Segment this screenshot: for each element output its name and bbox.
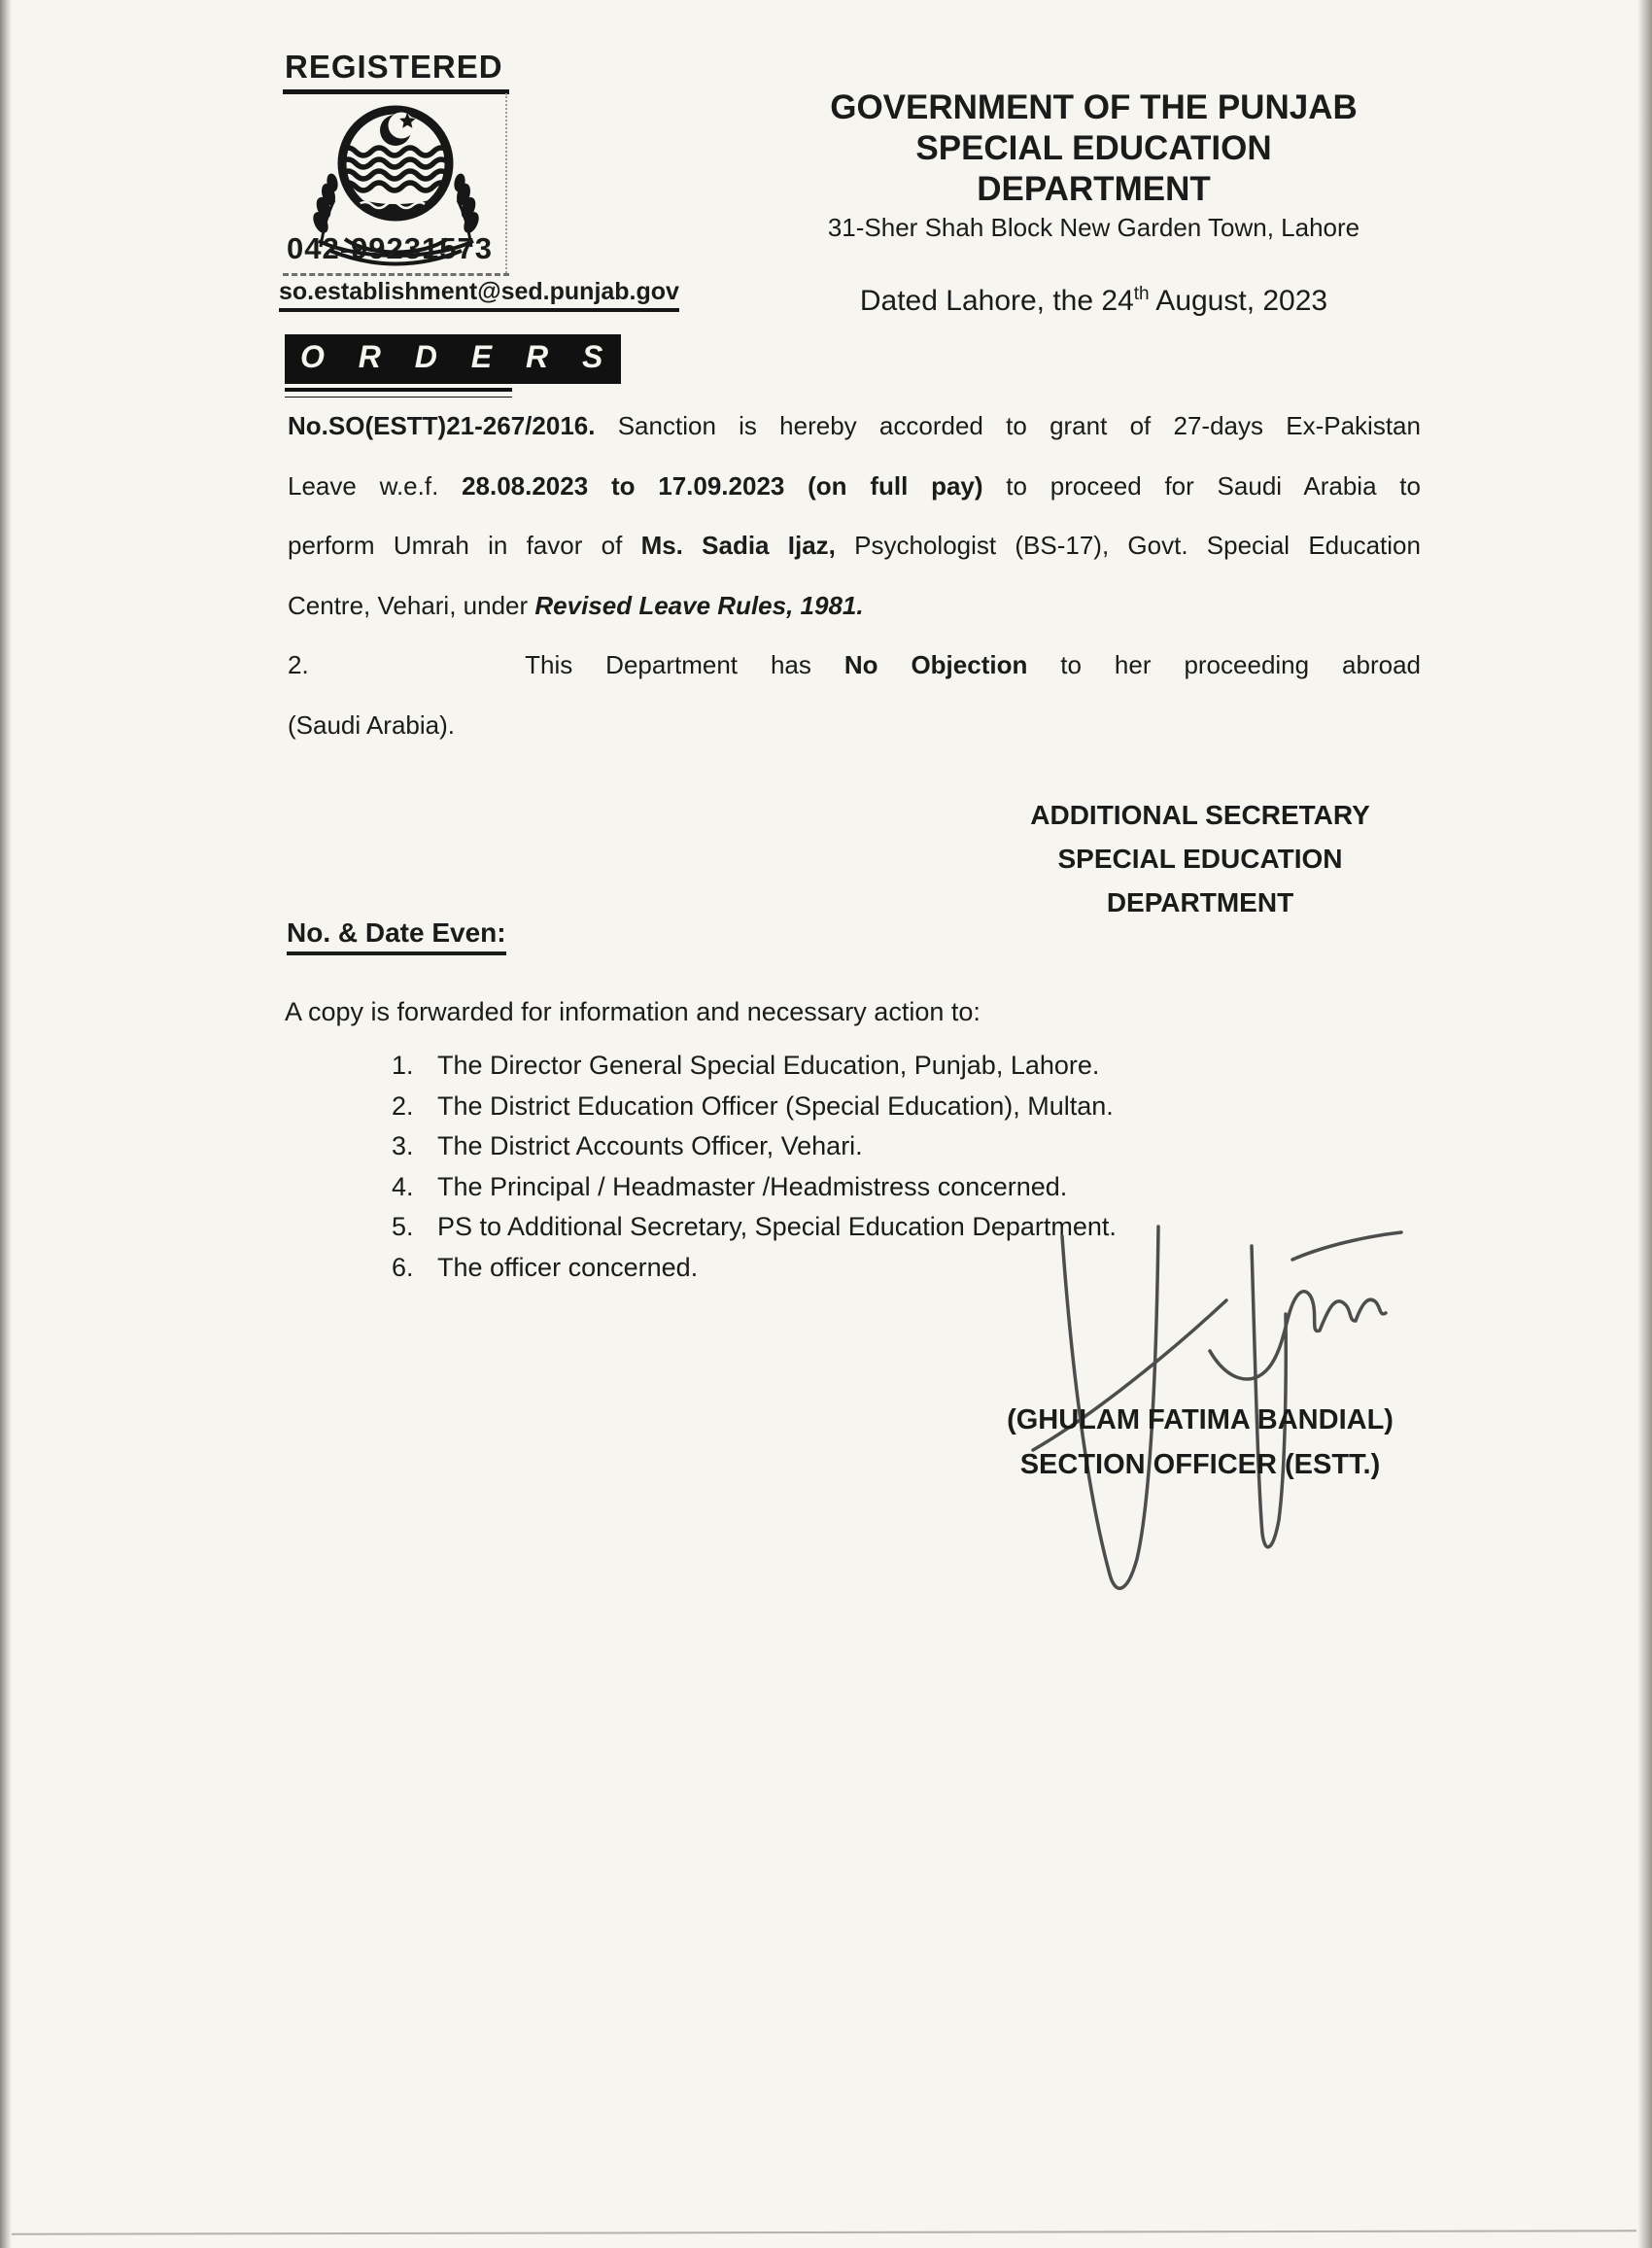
letter-date-rest: August, 2023 — [1149, 285, 1328, 317]
letter-date-text: Dated Lahore, the 24 — [859, 285, 1134, 317]
order-text: (Saudi Arabia). — [288, 709, 455, 740]
list-item — [392, 1087, 1117, 1127]
phone-divider — [283, 273, 509, 276]
issuing-authority-block — [1011, 793, 1390, 924]
order-body — [288, 397, 1421, 755]
distribution-intro: A copy is forwarded for information and necessary action to: — [285, 997, 981, 1026]
order-number: No.SO(ESTT)21-267/2016. — [288, 411, 596, 440]
list-item — [392, 1126, 1117, 1167]
list-item-text: The officer concerned. — [437, 1252, 699, 1282]
letterhead-government: GOVERNMENT OF THE PUNJAB — [830, 88, 1358, 126]
officer-name: Ms. Sadia Ijaz, — [640, 531, 836, 560]
order-paragraph-line — [288, 516, 1421, 576]
order-paragraph-line — [288, 457, 1421, 517]
order-paragraph-line — [288, 397, 1421, 457]
issuing-authority-line: SPECIAL EDUCATION — [1057, 844, 1343, 874]
order-text: perform Umrah in favor of — [288, 531, 623, 560]
list-item-number: 4. — [392, 1171, 414, 1201]
order-paragraph-line — [288, 636, 1421, 696]
order-paragraph-line — [288, 576, 1421, 637]
list-item — [392, 1167, 1117, 1208]
signatory-name: (GHULAM FATIMA BANDIAL) — [1007, 1404, 1394, 1435]
list-item-text: The District Accounts Officer, Vehari. — [437, 1131, 863, 1160]
list-item-text: The District Education Officer (Special Education), Multan. — [437, 1090, 1114, 1121]
orders-heading — [285, 334, 621, 398]
registered-label: REGISTERED — [283, 49, 509, 94]
issuing-authority-line: ADDITIONAL SECRETARY — [1030, 800, 1370, 830]
scan-bottom-line — [12, 2230, 1636, 2235]
letterhead-cell-border — [505, 93, 507, 276]
leave-dates: 28.08.2023 to 17.09.2023 (on full pay) — [462, 470, 983, 501]
order-text: Centre, Vehari, under — [288, 590, 529, 620]
list-item-number: 2. — [392, 1090, 414, 1121]
list-item-number: 3. — [392, 1131, 414, 1160]
issuing-authority-line: DEPARTMENT — [1106, 887, 1294, 917]
list-item-number: 5. — [392, 1212, 414, 1241]
paragraph-number: 2. — [288, 650, 309, 679]
list-item — [392, 1207, 1117, 1248]
order-text: Psychologist (BS-17), Govt. Special Education — [854, 531, 1421, 560]
distribution-list — [392, 1046, 1117, 1288]
phone-number: 042-99231573 — [287, 231, 493, 265]
distribution-heading: No. & Date Even: — [287, 917, 506, 955]
list-item-number: 6. — [392, 1252, 414, 1282]
order-text: This Department has — [525, 650, 811, 679]
list-item-text: PS to Additional Secretary, Special Education Department. — [437, 1212, 1117, 1241]
signatory-block — [991, 1398, 1409, 1487]
order-paragraph-line — [288, 696, 1421, 756]
scan-edge-left — [0, 0, 12, 2248]
list-item-text: The Director General Special Education, Punjab, Lahore. — [437, 1051, 1100, 1080]
list-item — [392, 1248, 1117, 1289]
email-address: so.establishment@sed.punjab.gov — [279, 278, 679, 312]
no-objection-label: No Objection — [843, 650, 1028, 679]
letterhead — [795, 87, 1393, 318]
scan-edge-right — [1637, 0, 1652, 2248]
leave-rules-reference: Revised Leave Rules, 1981. — [534, 590, 864, 620]
list-item-text: The Principal / Headmaster /Headmistress concerned. — [437, 1171, 1068, 1201]
order-text: Sanction is hereby accorded to grant of 27-days Ex-Pakistan — [617, 411, 1421, 440]
order-text: to proceed for Saudi Arabia to — [1006, 470, 1421, 501]
orders-heading-label: O R D E R S — [285, 334, 621, 384]
letterhead-department: SPECIAL EDUCATION DEPARTMENT — [915, 129, 1272, 208]
signatory-title: SECTION OFFICER (ESTT.) — [1019, 1449, 1381, 1480]
letterhead-address: 31-Sher Shah Block New Garden Town, Lahore — [827, 213, 1360, 242]
letter-date — [795, 284, 1393, 318]
letter-date-ordinal: th — [1133, 284, 1150, 304]
order-text: to her proceeding abroad — [1060, 650, 1421, 679]
list-item-number: 1. — [392, 1051, 414, 1080]
order-text: Leave w.e.f. — [288, 470, 439, 501]
list-item — [392, 1046, 1117, 1087]
